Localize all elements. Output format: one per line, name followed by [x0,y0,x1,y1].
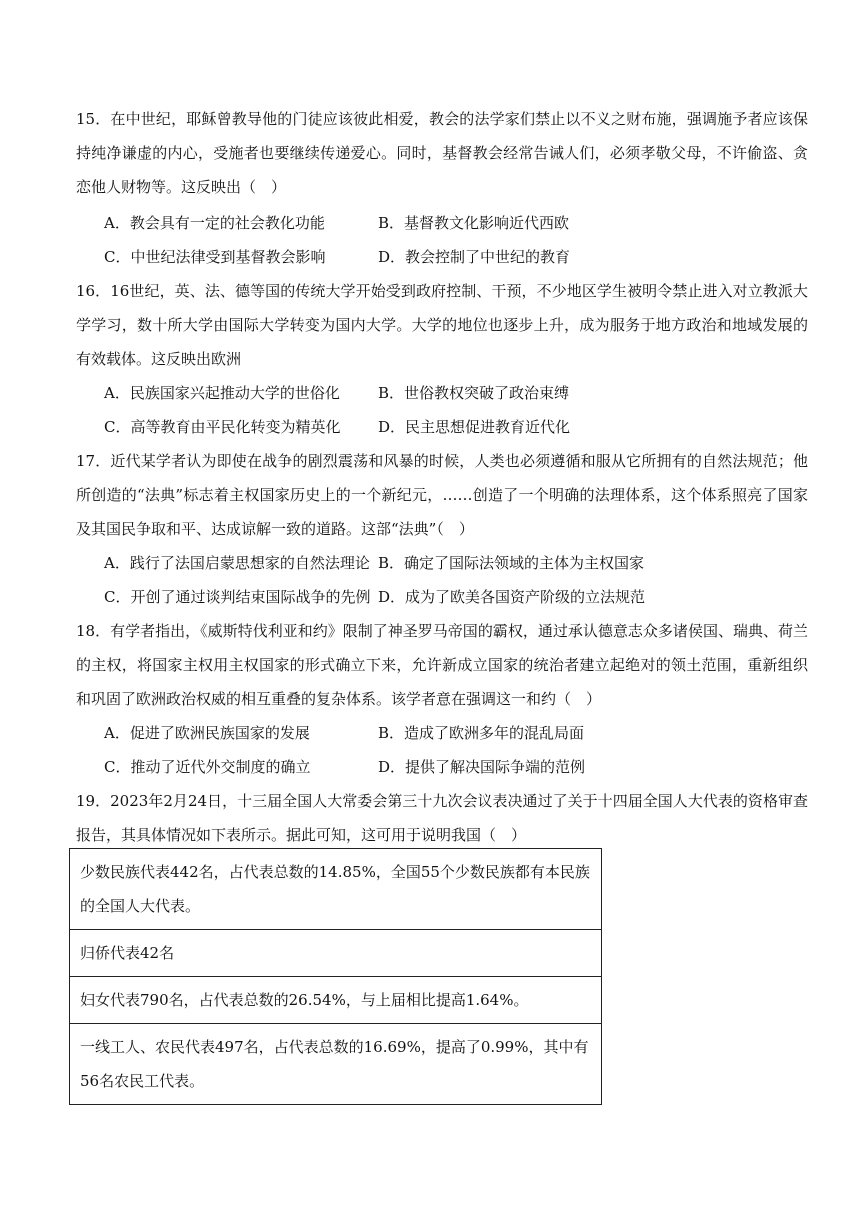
question-16-stem: 16．16世纪，英、法、德等国的传统大学开始受到政府控制、干预，不少地区学生被明令禁止进入对立教派大学学习，数十所大学由国际大学转变为国内大学。大学的地位也逐步上升，成为服务于地方政治和地域发展的有效载体。这反映出欧洲 [76,282,808,368]
option-d[interactable]: D．成为了欧美各国资产阶级的立法规范 [378,588,646,606]
option-c[interactable]: C．推动了近代外交制度的确立 [104,758,311,776]
question-15-options-row-2 [104,240,804,274]
option-c[interactable]: C．中世纪法律受到基督教会影响 [104,248,326,266]
option-a[interactable]: A．教会具有一定的社会教化功能 [104,214,325,232]
question-17-options-row-2 [104,580,804,614]
table-cell: 少数民族代表442名，占代表总数的14.85%，全国55个少数民族都有本民族的全国人大代表。 [70,849,602,930]
question-16-options-row-2 [104,410,804,444]
representative-stats-table [69,848,602,1105]
question-17-options-row-1 [104,546,804,580]
question-18-stem: 18．有学者指出，《威斯特伐利亚和约》限制了神圣罗马帝国的霸权，通过承认德意志众多诸侯国、瑞典、荷兰的主权，将国家主权用主权国家的形式确立下来，允许新成立国家的统治者建立起绝对的领土范围，重新组织和巩固了欧洲政治权威的相互重叠的复杂体系。该学者意在强调这一和约（ ） [76,622,808,708]
option-a[interactable]: A．践行了法国启蒙思想家的自然法理论 [104,554,370,572]
table-cell: 一线工人、农民代表497名，占代表总数的16.69%，提高了0.99%，其中有56名农民工代表。 [70,1024,602,1105]
option-d[interactable]: D．民主思想促进教育近代化 [378,418,571,436]
question-19-stem: 19．2023年2月24日，十三届全国人大常委会第三十九次会议表决通过了关于十四届全国人大代表的资格审查报告，其具体情况如下表所示。据此可知，这可用于说明我国（ ） [76,792,808,844]
option-b[interactable]: B．世俗教权突破了政治束缚 [378,384,570,402]
option-a[interactable]: A．促进了欧洲民族国家的发展 [104,724,310,742]
option-c[interactable]: C．开创了通过谈判结束国际战争的先例 [104,588,371,606]
question-18-options-row-2 [104,750,804,784]
table-cell: 妇女代表790名，占代表总数的26.54%，与上届相比提高1.64%。 [70,977,602,1024]
table-row [70,849,602,930]
option-b[interactable]: B．基督教文化影响近代西欧 [378,214,570,232]
option-c[interactable]: C．高等教育由平民化转变为精英化 [104,418,341,436]
question-16-options-row-1 [104,376,804,410]
option-b[interactable]: B．造成了欧洲多年的混乱局面 [378,724,585,742]
option-b[interactable]: B．确定了国际法领域的主体为主权国家 [378,554,645,572]
question-15-options-row-1 [104,206,804,240]
question-18-options-row-1 [104,716,804,750]
table-row [70,977,602,1024]
question-15-stem: 15．在中世纪，耶稣曾教导他的门徒应该彼此相爱，教会的法学家们禁止以不义之财布施，强调施予者应该保持纯净谦虚的内心，受施者也要继续传递爱心。同时，基督教会经常告诫人们，必须孝敬父母，不许偷盗、贪恋他人财物等。这反映出（ ） [76,110,808,196]
table-row [70,1024,602,1105]
table-row [70,930,602,977]
option-a[interactable]: A．民族国家兴起推动大学的世俗化 [104,384,340,402]
table-cell: 归侨代表42名 [70,930,602,977]
option-d[interactable]: D．教会控制了中世纪的教育 [378,248,571,266]
question-17-stem: 17．近代某学者认为即使在战争的剧烈震荡和风暴的时候，人类也必须遵循和服从它所拥有的自然法规范；他所创造的“法典”标志着主权国家历史上的一个新纪元，……创造了一个明确的法理体系，这个体系照亮了国家及其国民争取和平、达成谅解一致的道路。这部“法典”（ ） [76,452,808,538]
option-d[interactable]: D．提供了解决国际争端的范例 [378,758,586,776]
